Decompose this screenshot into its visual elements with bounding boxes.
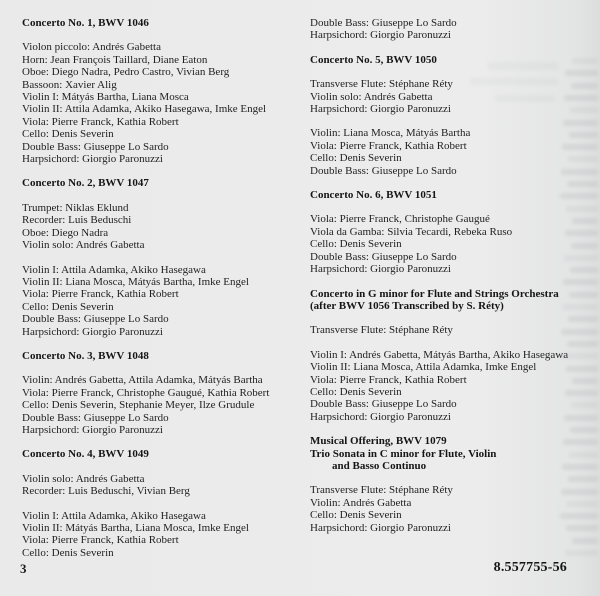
catalog-number: 8.557755-56 — [493, 560, 567, 575]
work-title-line: Concerto No. 2, BWV 1047 — [22, 177, 149, 190]
credits-column-right — [310, 17, 582, 559]
work-title-line: Concerto No. 4, BWV 1049 — [22, 448, 149, 461]
credit-line: Viola: Pierre Franck, Kathia Robert — [22, 534, 179, 547]
credit-line: Bassoon: Xavier Alig — [22, 78, 117, 91]
work-title-line: (after BWV 1056 Transcribed by S. Réty) — [310, 299, 504, 312]
credit-line: Violin II: Attila Adamka, Akiko Hasegawa, Imke Engel — [22, 103, 267, 116]
performer-credits-block — [22, 202, 310, 252]
credit-line: Cello: Denis Severin — [22, 300, 114, 313]
credit-line: Viola: Pierre Franck, Christophe Gaugué, Kathia Robert — [22, 386, 270, 399]
credit-line: Double Bass: Giuseppe Lo Sardo — [310, 164, 457, 177]
performer-credits-block — [22, 473, 310, 498]
credit-line: Cello: Denis Severin, Stephanie Meyer, Ilze Grudule — [22, 399, 255, 412]
work-title-line: Concerto No. 1, BWV 1046 — [22, 17, 149, 29]
credit-line: Harpsichord: Giorgio Paronuzzi — [22, 153, 163, 166]
performer-credits-block — [310, 349, 582, 423]
work-title-line: Concerto in G minor for Flute and Strings Orchestra — [310, 287, 559, 300]
credit-line: Cello: Denis Severin — [310, 385, 402, 398]
credit-line: Harpsichord: Giorgio Paronuzzi — [22, 423, 163, 436]
work-title-block — [310, 54, 582, 66]
credit-line: Viola: Pierre Franck, Kathia Robert — [310, 373, 467, 386]
credit-line: Viola: Pierre Franck, Kathia Robert — [22, 115, 179, 128]
credit-line: Cello: Denis Severin — [22, 128, 114, 141]
credits-column-left — [22, 17, 310, 559]
performer-credits-block — [310, 127, 582, 177]
work-title-line: and Basso Continuo — [332, 459, 427, 472]
performer-credits-block — [310, 78, 582, 115]
credit-line: Cello: Denis Severin — [310, 152, 402, 165]
credit-line: Recorder: Luis Beduschi, Vivian Berg — [22, 485, 190, 498]
credit-line: Violin II: Mátyás Bartha, Liana Mosca, Imke Engel — [22, 522, 249, 534]
credit-line: Violin I: Attila Adamka, Akiko Hasegawa — [22, 263, 206, 276]
credit-line: Violin I: Mátyás Bartha, Liana Mosca — [22, 91, 189, 104]
credit-line: Double Bass: Giuseppe Lo Sardo — [22, 313, 169, 326]
credit-line: Viola da Gamba: Silvia Tecardi, Rebeka Ruso — [310, 225, 513, 238]
credit-line: Trumpet: Niklas Eklund — [22, 201, 129, 214]
work-title-line: Trio Sonata in C minor for Flute, Violin — [310, 447, 497, 460]
credit-line: Harpsichord: Giorgio Paronuzzi — [310, 103, 451, 116]
performer-credits-block — [22, 264, 310, 338]
performer-credits-block — [22, 374, 310, 436]
work-title-block — [22, 448, 310, 460]
credit-line: Cello: Denis Severin — [310, 238, 402, 251]
credit-line: Harpsichord: Giorgio Paronuzzi — [310, 521, 451, 534]
credit-line: Horn: Jean François Taillard, Diane Eaton — [22, 53, 208, 66]
credit-line: Viola: Pierre Franck, Kathia Robert — [22, 288, 179, 301]
work-title-block — [310, 189, 582, 201]
credit-line: Violin I: Attila Adamka, Akiko Hasegawa — [22, 509, 206, 522]
page-number: 3 — [20, 561, 27, 576]
credit-line: Violin solo: Andrés Gabetta — [310, 90, 433, 103]
credit-line: Harpsichord: Giorgio Paronuzzi — [22, 325, 163, 338]
credit-line: Violin solo: Andrés Gabetta — [22, 472, 145, 485]
credit-line: Double Bass: Giuseppe Lo Sardo — [310, 17, 457, 29]
credit-line: Violin: Andrés Gabetta, Attila Adamka, Mátyás Bartha — [22, 374, 263, 387]
credit-line: Transverse Flute: Stéphane Réty — [310, 324, 453, 337]
credit-line: Double Bass: Giuseppe Lo Sardo — [22, 140, 169, 153]
work-title-line: Musical Offering, BWV 1079 — [310, 435, 447, 448]
performer-credits-block — [22, 41, 310, 165]
performer-credits-block — [310, 324, 582, 336]
work-title-block — [310, 435, 582, 472]
credit-line: Oboe: Diego Nadra, Pedro Castro, Vivian Berg — [22, 66, 230, 79]
work-title-line: Concerto No. 3, BWV 1048 — [22, 349, 149, 362]
work-title-block — [310, 288, 582, 313]
credit-line: Cello: Denis Severin — [22, 546, 114, 559]
credit-line: Violon piccolo: Andrés Gabetta — [22, 41, 161, 54]
credit-line: Violin I: Andrés Gabetta, Mátyás Bartha, Akiko Hasegawa — [310, 348, 569, 361]
credit-line: Viola: Pierre Franck, Christophe Gaugué — [310, 213, 490, 226]
performer-credits-block — [310, 484, 582, 534]
performer-credits-block — [22, 510, 310, 560]
work-title-line: Concerto No. 6, BWV 1051 — [310, 189, 437, 202]
credit-line: Violin solo: Andrés Gabetta — [22, 239, 145, 252]
credit-line: Oboe: Diego Nadra — [22, 226, 109, 239]
credit-line: Cello: Denis Severin — [310, 509, 402, 522]
credit-line: Recorder: Luis Beduschi — [22, 214, 132, 227]
credit-line: Violin: Liana Mosca, Mátyás Bartha — [310, 127, 471, 140]
credit-line: Double Bass: Giuseppe Lo Sardo — [22, 411, 169, 424]
credit-line: Violin II: Liana Mosca, Mátyás Bartha, Imke Engel — [22, 275, 249, 288]
credit-line: Double Bass: Giuseppe Lo Sardo — [310, 398, 457, 411]
performer-credits-block — [310, 213, 582, 275]
work-title-line: Concerto No. 5, BWV 1050 — [310, 53, 437, 66]
credit-line: Transverse Flute: Stéphane Réty — [310, 484, 453, 497]
credit-line: Viola: Pierre Franck, Kathia Robert — [310, 139, 467, 152]
credit-line: Violin: Andrés Gabetta — [310, 496, 412, 509]
credit-line: Transverse Flute: Stéphane Réty — [310, 78, 453, 91]
credit-line: Violin II: Liana Mosca, Attila Adamka, Imke Engel — [310, 361, 537, 374]
credit-line: Harpsichord: Giorgio Paronuzzi — [310, 263, 451, 276]
work-title-block — [22, 17, 310, 29]
performer-credits-block — [310, 17, 582, 42]
credits-columns — [22, 17, 582, 559]
credit-line: Harpsichord: Giorgio Paronuzzi — [310, 29, 451, 42]
work-title-block — [22, 350, 310, 362]
credit-line: Harpsichord: Giorgio Paronuzzi — [310, 410, 451, 423]
credit-line: Double Bass: Giuseppe Lo Sardo — [310, 250, 457, 263]
work-title-block — [22, 177, 310, 189]
